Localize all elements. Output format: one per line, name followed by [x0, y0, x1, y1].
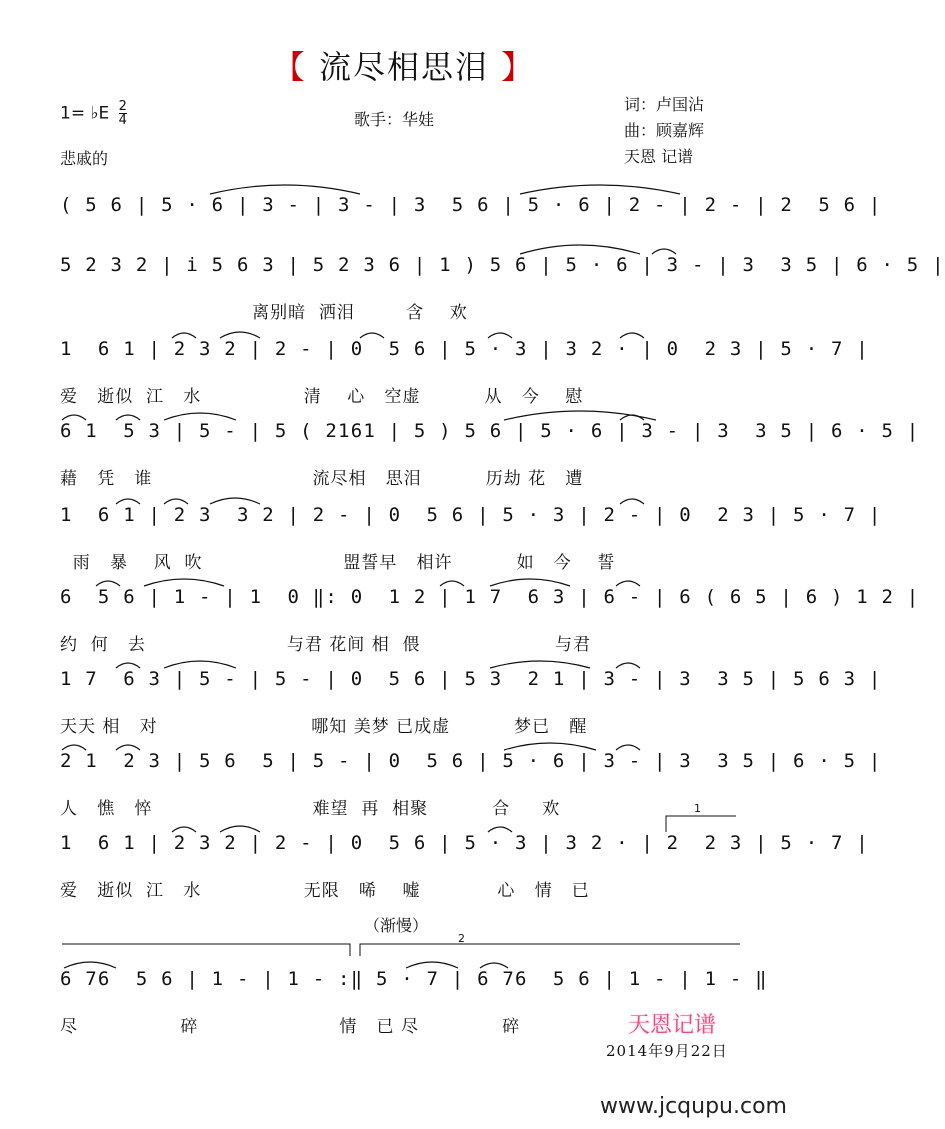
- lyricist: 词：卢国沾: [624, 95, 705, 114]
- notes-line: 1 7 6 3 | 5 - | 5 - | 0 5 6 | 5 3 2 1 | 3 - | 3 3 5 | 5 6 3 |: [60, 668, 882, 690]
- volta-1: [60, 796, 748, 836]
- lyrics-line: 雨 暴 风 吹 盟誓早 相许 如 今 誓: [60, 553, 616, 573]
- time-numerator: 2: [118, 99, 127, 114]
- title-bracket-close: 】: [501, 48, 536, 86]
- lyrics-line: 爱 逝似 江 水 无限 唏 嘘 心 情 已: [60, 881, 590, 901]
- lyrics-line: 天天 相 对 哪知 美梦 已成虚 梦已 醒: [60, 717, 588, 737]
- site-watermark[interactable]: www.jcqupu.com: [600, 1094, 787, 1119]
- credits: [624, 92, 704, 170]
- transcriber: 天恩 记谱: [624, 147, 694, 166]
- title-text: 流尽相思泪: [306, 48, 502, 86]
- transcriber-stamp: 天恩记谱: [628, 1013, 717, 1038]
- notes-line: 6 1 5 3 | 5 - | 5 ( 2161 | 5 ) 5 6 | 5 · 6 | 3 - | 3 3 5 | 6 · 5 |: [60, 420, 920, 442]
- key-prefix: 1= ♭E: [60, 103, 110, 124]
- tempo-marking: 悲戚的: [60, 149, 109, 168]
- volta-1-label: 1: [694, 802, 701, 815]
- notes-line: 1 6 1 | 2 3 2 | 2 - | 0 5 6 | 5 · 3 | 3 2 · | 0 2 3 | 5 · 7 |: [60, 338, 869, 360]
- ritardando-marking: （渐慢）: [364, 916, 429, 935]
- lyrics-line: 离别暗 洒泪 含 欢: [60, 303, 468, 323]
- composer: 曲：顾嘉辉: [624, 121, 705, 140]
- notes-line: 1 6 1 | 2 3 3 2 | 2 - | 0 5 6 | 5 · 3 | 2 - | 0 2 3 | 5 · 7 |: [60, 504, 882, 526]
- singer-label: 歌手：华娃: [354, 110, 435, 129]
- notes-line: 1 6 1 | 2 3 2 | 2 - | 0 5 6 | 5 · 3 | 3 2 · | 2 2 3 | 5 · 7 |: [60, 832, 869, 854]
- lyrics-line: 人 憔 悴 难望 再 相聚 合 欢: [60, 799, 561, 819]
- lyrics-line: 约 何 去 与君 花间 相 偎 与君: [60, 635, 591, 655]
- song-title: [0, 42, 808, 88]
- lyrics-line: 爱 逝似 江 水 清 心 空虚 从 今 慰: [60, 387, 584, 407]
- time-signature: [119, 100, 127, 127]
- title-bracket-open: 【: [272, 48, 307, 86]
- lyrics-line: 藉 凭 谁 流尽相 思泪 历劫 花 遭: [60, 469, 584, 489]
- volta-2-label: 2: [458, 932, 465, 945]
- time-denominator: 4: [118, 113, 127, 128]
- date-label: 2014年9月22日: [606, 1042, 728, 1060]
- notes-line: 5 2 3 2 | i 5 6 3 | 5 2 3 6 | 1 ) 5 6 | 5 · 6 | 3 - | 3 3 5 | 6 · 5 |: [60, 254, 945, 276]
- lyrics-line: 尽 碎 情 已 尽 碎: [60, 1017, 521, 1037]
- volta-brackets: [60, 932, 748, 972]
- notes-line: 6 76 5 6 | 1 - | 1 - :‖ 5 · 7 | 6 76 5 6 | 1 - | 1 - ‖: [60, 968, 768, 990]
- key-signature: [60, 100, 127, 127]
- notes-line: ( 5 6 | 5 · 6 | 3 - | 3 - | 3 5 6 | 5 · 6 | 2 - | 2 - | 2 5 6 |: [60, 194, 882, 216]
- notes-line: 6 5 6 | 1 - | 1 0 ‖: 0 1 2 | 1 7 6 3 | 6 - | 6 ( 6 5 | 6 ) 1 2 |: [60, 586, 920, 608]
- notes-line: 2 1 2 3 | 5 6 5 | 5 - | 0 5 6 | 5 · 6 | 3 - | 3 3 5 | 6 · 5 |: [60, 750, 882, 772]
